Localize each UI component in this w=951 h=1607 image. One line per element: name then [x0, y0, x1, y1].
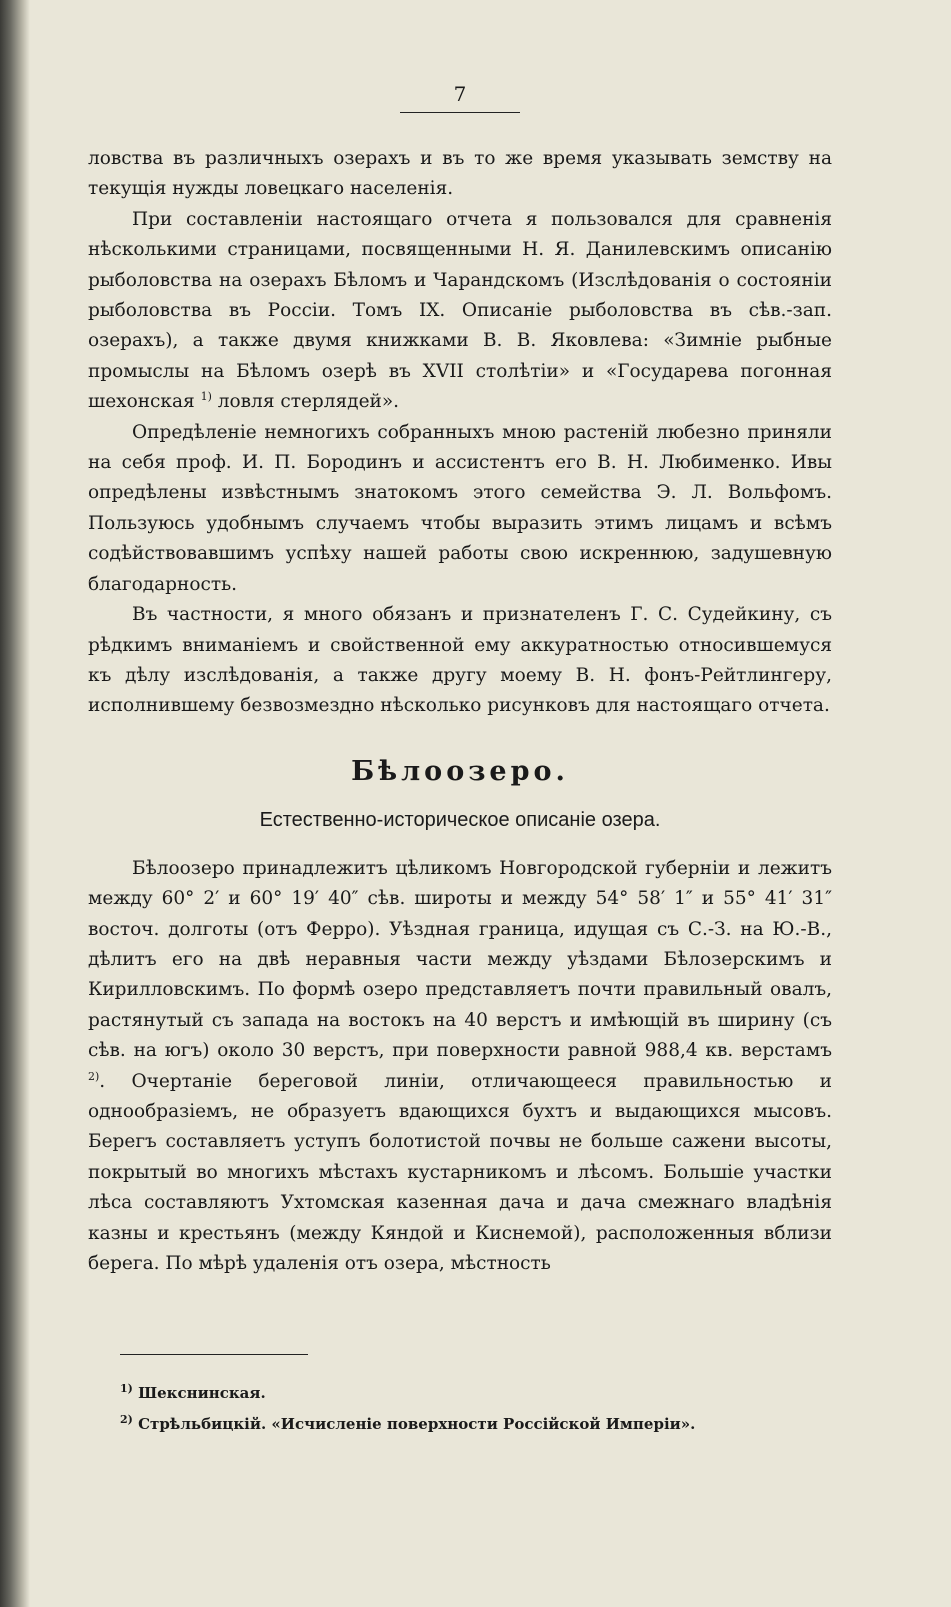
- footnote-1: [120, 1378, 820, 1409]
- paragraph-text: ловства въ различныхъ озерахъ и въ то же время указывать земству на текущія нужды ловецкаго населенія.: [88, 148, 832, 200]
- footnote-ref[interactable]: 2): [88, 1069, 100, 1083]
- page-number-rule: [400, 112, 520, 113]
- paragraph-1: [88, 144, 832, 205]
- paragraph-text: Въ частности, я много обязанъ и признателенъ Г. С. Судейкину, съ рѣдкимъ вниманіемъ и свойственной ему аккуратностью относившемуся къ дѣлу изслѣдованія, а также другу моему В. Н. фонъ-Рейтлингеру, исполнившему безвозмездно нѣсколько рисунковъ для настоящаго отчета.: [88, 604, 832, 717]
- footnote-2: [120, 1409, 820, 1440]
- paragraph-text: Бѣлоозеро принадлежитъ цѣликомъ Новгородской губерніи и лежитъ между 60° 2′ и 60° 19′ 40″ сѣв. широты и между 54° 58′ 1″ и 55° 41′ 31″ восточ. долготы (отъ Ферро). Уѣздная граница, идущая съ С.-З. на Ю.-В., дѣлитъ его на двѣ неравныя части между уѣздами Бѣлозерскимъ и Кирилловскимъ. По формѣ озеро представляетъ почти правильный овалъ, растянутый съ запада на востокъ на 40 верстъ и имѣющій въ ширину (съ сѣв. на югъ) около 30 верстъ, при поверхности равной 988,4 кв. верстамъ: [88, 857, 832, 1062]
- body-text: [88, 144, 832, 1279]
- footnote-rule: [120, 1354, 308, 1355]
- footnote-mark: 2): [120, 1413, 133, 1426]
- book-spine-shadow: [0, 0, 30, 1607]
- paragraph-text: Опредѣленіе немногихъ собранныхъ мною растеній любезно приняли на себя проф. И. П. Бородинъ и ассистентъ его В. Н. Любименко. Ивы опредѣлены извѣстнымъ знатокомъ этого семейства Э. Л. Вольфомъ. Пользуюсь удобнымъ случаемъ чтобы выразить этимъ лицамъ и всѣмъ содѣйствовавшимъ успѣху нашей работы свою искреннюю, задушевную благодарность.: [88, 421, 832, 595]
- section-subheading: Естественно-историческое описаніе озера.: [259, 808, 661, 831]
- footnote-text: Стрѣльбицкій. «Исчисленіе поверхности Россійской Имперіи».: [132, 1415, 696, 1433]
- paragraph-2: [88, 205, 832, 418]
- paragraph-text: . Очертаніе береговой линіи, отличающееся правильностью и однообразіемъ, не образуетъ вдающихся бухтъ и выдающихся мысовъ. Берегъ составляетъ уступъ болотистой почвы не больше сажени высоты, покрытый во многихъ мѣстахъ кустарникомъ и лѣсомъ. Большіе участки лѣса составляютъ Ухтомская казенная дача и дача смежнаго владѣнія казны и крестьянъ (между Кяндой и Киснемой), расположенныя вблизи берега. По мѣрѣ удаленія отъ озера, мѣстность: [88, 1070, 832, 1274]
- section-heading: Бѣлоозеро.: [351, 755, 569, 787]
- paragraph-text: При составленіи настоящаго отчета я пользовался для сравненія нѣсколькими страницами, посвященными Н. Я. Данилевскимъ описанію рыболовства на озерахъ Бѣломъ и Чарандскомъ (Изслѣдованія о состояніи рыболовства въ Россіи. Томъ IX. Описаніе рыболовства въ сѣв.-зап. озерахъ), а также двумя книжками В. В. Яковлева: «Зимніе рыбные промыслы на Бѣломъ озерѣ въ XVII столѣтіи» и «Государева погонная шехонская: [88, 208, 832, 413]
- paragraph-5: [88, 854, 832, 1280]
- footnote-ref[interactable]: 1): [200, 390, 212, 404]
- footnote-mark: 1): [120, 1382, 133, 1395]
- footnote-text: Шекснинская.: [132, 1384, 266, 1402]
- footnotes: [120, 1378, 820, 1440]
- paragraph-4: [88, 600, 832, 722]
- paragraph-3: [88, 418, 832, 600]
- page-number: 7: [453, 82, 467, 106]
- paragraph-text: ловля стерлядей».: [211, 391, 400, 413]
